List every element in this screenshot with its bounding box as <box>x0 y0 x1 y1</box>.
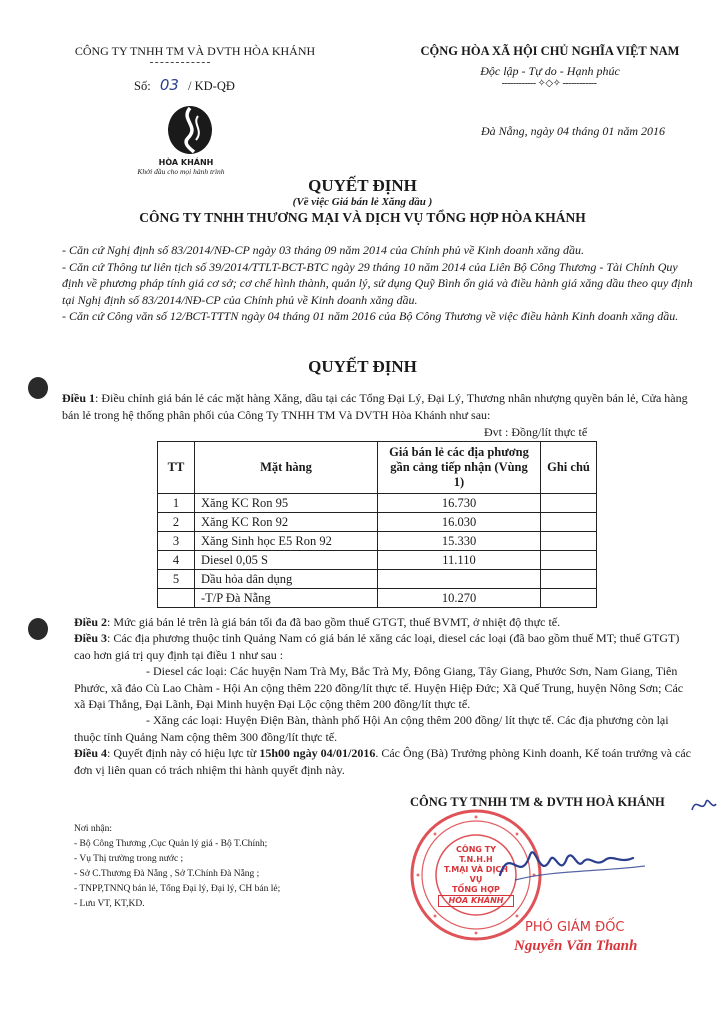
signer-name: Nguyễn Văn Thanh <box>514 938 638 954</box>
cell-note <box>541 570 597 589</box>
cell-note <box>541 532 597 551</box>
cell-price: 11.110 <box>378 551 541 570</box>
cell-tt: 5 <box>158 570 195 589</box>
table-row <box>158 589 597 608</box>
company-logo <box>136 98 256 176</box>
cell-price <box>378 570 541 589</box>
table-row <box>158 551 597 570</box>
basis-1: - Căn cứ Nghị định số 83/2014/NĐ-CP ngày 03 tháng 09 năm 2014 của Chính phủ về Kinh doanh xăng dầu. <box>62 243 584 257</box>
cell-note <box>541 494 597 513</box>
cell-tt: 2 <box>158 513 195 532</box>
basis-2: - Căn cứ Thông tư liên tịch số 39/2014/TTLT-BCT-BTC ngày 29 tháng 10 năm 2014 của Liên Bộ Công Thương - Tài Chính Quy định về phương pháp tính giá cơ sở; cơ chế hình thành, quản lý, sử dụng Quỹ Bình ổn giá và điều hành giá xăng dầu theo quy định tại Nghị định số 83/2014/NĐ-CP của Chính phủ về Kinh doanh xăng dầu. <box>62 259 693 307</box>
cell-price: 16.030 <box>378 513 541 532</box>
cell-tt <box>158 589 195 608</box>
cell-price: 15.330 <box>378 532 541 551</box>
recipients <box>74 822 374 912</box>
legal-bases <box>62 242 694 325</box>
table-row <box>158 513 597 532</box>
signature-company: CÔNG TY TNHH TM & DVTH HOÀ KHÁNH <box>410 795 665 809</box>
article-1: Điều 1: Điều chỉnh giá bán lẻ các mặt hàng Xăng, dầu tại các Tổng Đại Lý, Đại Lý, Thương nhân nhượng quyền bán lẻ, Cửa hàng bán lẻ trong hệ thống phân phối của Công Ty TNHH TM Và DVTH Hòa Khánh như sau: <box>62 391 688 422</box>
handwritten-signature <box>495 830 655 890</box>
decision-title: QUYẾT ĐỊNH <box>308 176 417 195</box>
flame-logo-icon <box>154 98 226 158</box>
stamp-center-text: CÔNG TY T.N.H.H T.MẠI VÀ DỊCH VỤ TỔNG HỢP HÒA KHÁNH <box>438 845 514 907</box>
recipient-item: - Sở C.Thương Đà Nẵng , Sở T.Chính Đà Nẵng ; <box>74 869 260 879</box>
document-date: Đà Nẵng, ngày 04 tháng 01 năm 2016 <box>481 124 665 138</box>
logo-slogan: Khởi đầu cho mọi hành trình <box>137 167 225 176</box>
recipient-item: - Vụ Thị trường trong nước ; <box>74 854 184 864</box>
cell-item: Xăng Sinh học E5 Ron 92 <box>195 532 378 551</box>
cell-price: 16.730 <box>378 494 541 513</box>
header-note: Ghi chú <box>541 442 597 494</box>
header-rule-left <box>150 62 210 63</box>
punch-hole-bottom <box>28 618 48 640</box>
cell-item: -T/P Đà Nẵng <box>195 589 378 608</box>
article-3-petrol: - Xăng các loại: Huyện Điện Bàn, thành phố Hội An cộng thêm 200 đồng/ lít thực tế. Các địa phương còn lại thuộc tỉnh Quảng Nam cộng thêm 300 đồng/lít thực tế. <box>74 713 669 744</box>
national-motto: Độc lập - Tự do - Hạnh phúc <box>480 64 620 78</box>
unit-note: Đvt : Đồng/lít thực tế <box>484 425 588 439</box>
cell-note <box>541 513 597 532</box>
table-row <box>158 494 597 513</box>
price-table <box>157 441 597 608</box>
cell-price: 10.270 <box>378 589 541 608</box>
cell-item: Diesel 0,05 S <box>195 551 378 570</box>
article-2: Điều 2: Mức giá bán lẻ trên là giá bán tối đa đã bao gồm thuế GTGT, thuế BVMT, ở nhiệt độ thực tế. <box>74 615 561 629</box>
article-3-diesel: - Diesel các loại: Các huyện Nam Trà My, Bắc Trà My, Đông Giang, Tây Giang, Phước Sơn, Nam Giang, Tiên Phước, xã đảo Cù Lao Chàm - Hội An cộng thêm 220 đồng/lít thực tế. Huyện Hiệp Đức; Xã Quế Trung, huyện Nông Sơn; Các xã Đại Thắng, Đại Lãnh, Đại Minh huyện Đại Lộc cộng thêm 200 đồng/lít thực tế. <box>74 664 684 711</box>
cell-tt: 1 <box>158 494 195 513</box>
cell-tt: 3 <box>158 532 195 551</box>
table-header-row <box>158 442 597 494</box>
cell-item: Dầu hỏa dân dụng <box>195 570 378 589</box>
signer-position: PHÓ GIÁM ĐỐC <box>525 920 625 935</box>
basis-3: - Căn cứ Công văn số 12/BCT-TTTN ngày 04 tháng 01 năm 2016 của Bộ Công Thương về việc điều hành Kinh doanh xăng dầu. <box>62 309 679 323</box>
recipient-item: - Lưu VT, KT,KD. <box>74 899 145 909</box>
article-3: Điều 3: Các địa phương thuộc tỉnh Quảng Nam có giá bán lẻ xăng các loại, diesel các loại (đã bao gồm thuế MT; thuế GTGT) cao hơn giá trị quy định tại điều 1 như sau : <box>74 631 680 662</box>
cell-item: Xăng KC Ron 92 <box>195 513 378 532</box>
decision-subject: (Về việc Giá bán lẻ Xăng dầu ) <box>292 196 433 208</box>
cell-note <box>541 589 597 608</box>
header-tt: TT <box>158 442 195 494</box>
issuer-name: CÔNG TY TNHH THƯƠNG MẠI VÀ DỊCH VỤ TỔNG HỢP HÒA KHÁNH <box>139 210 586 225</box>
table-row <box>158 532 597 551</box>
article-4: Điều 4: Quyết định này có hiệu lực từ 15h00 ngày 04/01/2016. Các Ông (Bà) Trưởng phòng Kinh doanh, Kế toán trưởng và các đơn vị liên quan có trách nhiệm thi hành quyết định này. <box>74 746 691 777</box>
table-row <box>158 570 597 589</box>
company-name-header: CÔNG TY TNHH TM VÀ DVTH HÒA KHÁNH <box>74 44 316 58</box>
header-price: Giá bán lẻ các địa phương gần cảng tiếp nhận (Vùng 1) <box>378 442 541 494</box>
document-number: Số: 03 / KD-QĐ <box>134 76 235 94</box>
nation-title: CỘNG HÒA XÃ HỘI CHỦ NGHĨA VIỆT NAM <box>420 44 680 58</box>
motto-ornament: ------------ ✧◇✧ ------------ <box>501 78 597 89</box>
cell-note <box>541 551 597 570</box>
logo-name: HÒA KHÁNH <box>158 158 214 167</box>
initial-scribble <box>688 792 718 816</box>
header-item: Mặt hàng <box>195 442 378 494</box>
punch-hole-top <box>28 377 48 399</box>
recipient-item: - TNPP,TNNQ bán lẻ, Tổng Đại lý, Đại lý, CH bán lẻ; <box>74 884 281 894</box>
handwritten-number: 03 <box>159 76 179 94</box>
decision-heading: QUYẾT ĐỊNH <box>308 357 417 376</box>
cell-item: Xăng KC Ron 95 <box>195 494 378 513</box>
cell-tt: 4 <box>158 551 195 570</box>
recipients-heading: Nơi nhận: <box>74 824 113 834</box>
recipient-item: - Bộ Công Thương ,Cục Quản lý giá - Bộ T.Chính; <box>74 839 268 849</box>
